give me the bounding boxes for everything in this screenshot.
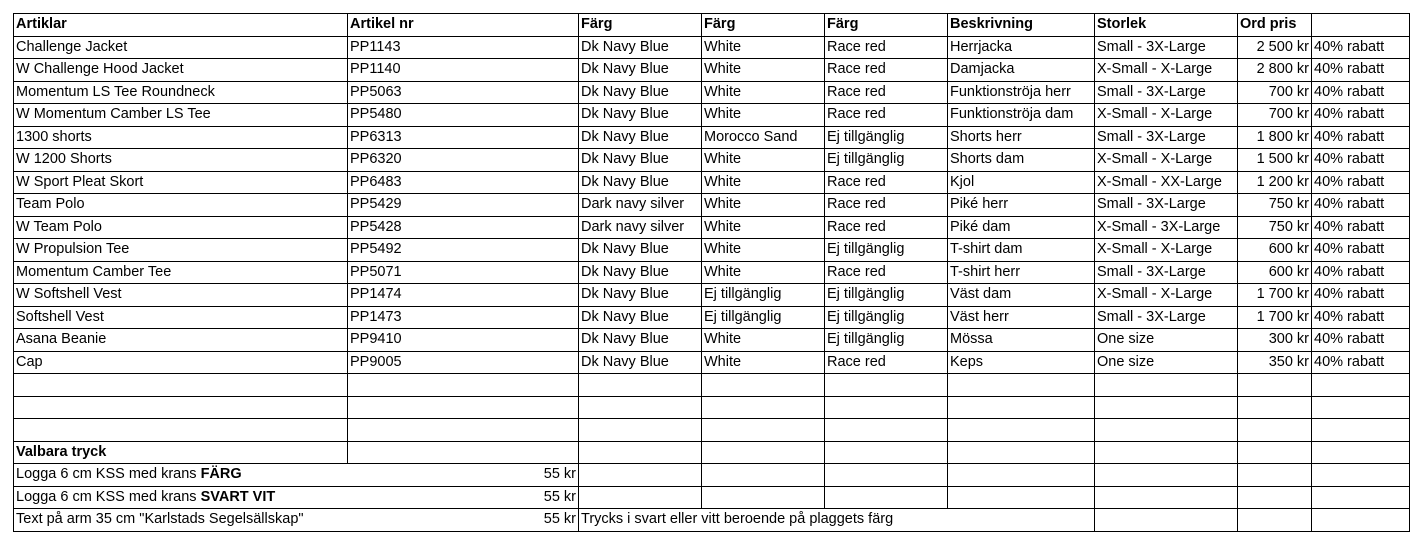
empty-cell[interactable] bbox=[948, 374, 1095, 397]
print-option-price[interactable]: 55 kr bbox=[348, 509, 579, 532]
article-name-cell[interactable]: W Challenge Hood Jacket bbox=[14, 59, 348, 82]
empty-cell[interactable] bbox=[1312, 374, 1410, 397]
print-option-row bbox=[14, 486, 1410, 509]
price-cell[interactable]: 350 kr bbox=[1238, 351, 1312, 374]
description-cell[interactable]: Piké dam bbox=[948, 216, 1095, 239]
empty-cell[interactable] bbox=[1095, 464, 1238, 487]
article-number-cell[interactable]: PP5063 bbox=[348, 81, 579, 104]
color-3-cell[interactable]: Ej tillgänglig bbox=[825, 306, 948, 329]
table-row bbox=[14, 171, 1410, 194]
color-1-cell[interactable]: Dark navy silver bbox=[579, 194, 702, 217]
article-number-cell[interactable]: PP1140 bbox=[348, 59, 579, 82]
empty-cell[interactable] bbox=[579, 419, 702, 442]
size-cell[interactable]: X-Small - X-Large bbox=[1095, 149, 1238, 172]
empty-cell[interactable] bbox=[1238, 509, 1312, 532]
print-option-variant: SVART VIT bbox=[200, 488, 276, 505]
color-2-cell[interactable]: White bbox=[702, 36, 825, 59]
price-cell[interactable]: 1 800 kr bbox=[1238, 126, 1312, 149]
color-1-cell[interactable]: Dk Navy Blue bbox=[579, 351, 702, 374]
empty-cell[interactable] bbox=[825, 396, 948, 419]
empty-cell[interactable] bbox=[825, 374, 948, 397]
print-option-price[interactable]: 55 kr bbox=[348, 464, 579, 487]
color-3-cell[interactable]: Race red bbox=[825, 171, 948, 194]
description-cell[interactable]: T-shirt herr bbox=[948, 261, 1095, 284]
print-option-row bbox=[14, 464, 1410, 487]
article-name-cell[interactable]: Momentum LS Tee Roundneck bbox=[14, 81, 348, 104]
empty-cell[interactable] bbox=[1238, 419, 1312, 442]
size-cell[interactable]: One size bbox=[1095, 329, 1238, 352]
empty-cell[interactable] bbox=[825, 486, 948, 509]
article-number-cell[interactable]: PP9410 bbox=[348, 329, 579, 352]
print-option-variant: FÄRG bbox=[200, 466, 242, 483]
color-2-cell[interactable]: White bbox=[702, 59, 825, 82]
color-2-cell[interactable]: White bbox=[702, 239, 825, 262]
color-3-cell[interactable]: Race red bbox=[825, 81, 948, 104]
article-number-cell[interactable]: PP5429 bbox=[348, 194, 579, 217]
empty-cell[interactable] bbox=[1312, 419, 1410, 442]
color-1-cell[interactable]: Dk Navy Blue bbox=[579, 149, 702, 172]
size-cell[interactable]: X-Small - X-Large bbox=[1095, 104, 1238, 127]
article-name-cell[interactable]: Team Polo bbox=[14, 194, 348, 217]
empty-cell[interactable] bbox=[1312, 396, 1410, 419]
article-name-cell[interactable]: W Softshell Vest bbox=[14, 284, 348, 307]
empty-cell[interactable] bbox=[1095, 374, 1238, 397]
description-cell[interactable]: Piké herr bbox=[948, 194, 1095, 217]
empty-cell[interactable] bbox=[348, 396, 579, 419]
price-cell[interactable]: 700 kr bbox=[1238, 81, 1312, 104]
empty-cell[interactable] bbox=[14, 396, 348, 419]
print-option-label[interactable] bbox=[14, 464, 348, 487]
size-cell[interactable]: X-Small - X-Large bbox=[1095, 239, 1238, 262]
price-cell[interactable]: 750 kr bbox=[1238, 194, 1312, 217]
article-number-cell[interactable]: PP1474 bbox=[348, 284, 579, 307]
print-option-note[interactable]: Trycks i svart eller vitt beroende på plaggets färg bbox=[579, 509, 1095, 532]
print-option-price[interactable]: 55 kr bbox=[348, 486, 579, 509]
color-1-cell[interactable]: Dk Navy Blue bbox=[579, 306, 702, 329]
price-cell[interactable]: 750 kr bbox=[1238, 216, 1312, 239]
description-cell[interactable]: Mössa bbox=[948, 329, 1095, 352]
discount-cell[interactable]: 40% rabatt bbox=[1312, 171, 1410, 194]
article-number-cell[interactable]: PP1473 bbox=[348, 306, 579, 329]
empty-cell[interactable] bbox=[579, 464, 702, 487]
color-3-cell[interactable]: Race red bbox=[825, 36, 948, 59]
description-cell[interactable]: T-shirt dam bbox=[948, 239, 1095, 262]
size-cell[interactable]: X-Small - X-Large bbox=[1095, 284, 1238, 307]
discount-cell[interactable]: 40% rabatt bbox=[1312, 149, 1410, 172]
sheet-body bbox=[14, 36, 1410, 531]
discount-cell[interactable]: 40% rabatt bbox=[1312, 59, 1410, 82]
empty-cell[interactable] bbox=[825, 441, 948, 464]
discount-cell[interactable]: 40% rabatt bbox=[1312, 351, 1410, 374]
description-cell[interactable]: Shorts herr bbox=[948, 126, 1095, 149]
article-name-cell[interactable]: W Sport Pleat Skort bbox=[14, 171, 348, 194]
size-cell[interactable]: Small - 3X-Large bbox=[1095, 194, 1238, 217]
color-1-cell[interactable]: Dk Navy Blue bbox=[579, 329, 702, 352]
empty-cell[interactable] bbox=[948, 419, 1095, 442]
article-name-cell[interactable]: Challenge Jacket bbox=[14, 36, 348, 59]
empty-cell[interactable] bbox=[825, 419, 948, 442]
color-1-cell[interactable]: Dk Navy Blue bbox=[579, 104, 702, 127]
table-row bbox=[14, 104, 1410, 127]
description-cell[interactable]: Herrjacka bbox=[948, 36, 1095, 59]
description-cell[interactable]: Väst dam bbox=[948, 284, 1095, 307]
table-row bbox=[14, 59, 1410, 82]
description-cell[interactable]: Funktionströja herr bbox=[948, 81, 1095, 104]
color-3-cell[interactable]: Ej tillgänglig bbox=[825, 284, 948, 307]
article-number-cell[interactable]: PP5071 bbox=[348, 261, 579, 284]
empty-cell[interactable] bbox=[702, 419, 825, 442]
color-1-cell[interactable]: Dk Navy Blue bbox=[579, 81, 702, 104]
empty-cell[interactable] bbox=[1312, 464, 1410, 487]
header-discount[interactable] bbox=[1312, 14, 1410, 37]
empty-cell[interactable] bbox=[579, 374, 702, 397]
article-name-cell[interactable]: Asana Beanie bbox=[14, 329, 348, 352]
size-cell[interactable]: X-Small - 3X-Large bbox=[1095, 216, 1238, 239]
empty-cell[interactable] bbox=[1095, 486, 1238, 509]
color-2-cell[interactable]: White bbox=[702, 216, 825, 239]
discount-cell[interactable]: 40% rabatt bbox=[1312, 194, 1410, 217]
empty-cell[interactable] bbox=[1095, 396, 1238, 419]
price-cell[interactable]: 600 kr bbox=[1238, 261, 1312, 284]
header-article-number[interactable]: Artikel nr bbox=[348, 14, 579, 37]
print-option-text: Logga 6 cm KSS med krans bbox=[16, 488, 201, 505]
discount-cell[interactable]: 40% rabatt bbox=[1312, 81, 1410, 104]
article-name-cell[interactable]: 1300 shorts bbox=[14, 126, 348, 149]
print-option-text: Text på arm 35 cm "Karlstads Segelsällskap" bbox=[16, 511, 304, 528]
description-cell[interactable]: Kjol bbox=[948, 171, 1095, 194]
empty-cell[interactable] bbox=[825, 464, 948, 487]
description-cell[interactable]: Väst herr bbox=[948, 306, 1095, 329]
price-cell[interactable]: 2 800 kr bbox=[1238, 59, 1312, 82]
empty-cell[interactable] bbox=[1238, 464, 1312, 487]
header-color-2[interactable]: Färg bbox=[702, 14, 825, 37]
empty-cell[interactable] bbox=[348, 419, 579, 442]
price-cell[interactable]: 300 kr bbox=[1238, 329, 1312, 352]
color-1-cell[interactable]: Dk Navy Blue bbox=[579, 239, 702, 262]
article-name-cell[interactable]: Cap bbox=[14, 351, 348, 374]
discount-cell[interactable]: 40% rabatt bbox=[1312, 126, 1410, 149]
table-row bbox=[14, 36, 1410, 59]
print-option-label[interactable] bbox=[14, 509, 348, 532]
color-2-cell[interactable]: White bbox=[702, 171, 825, 194]
color-1-cell[interactable]: Dk Navy Blue bbox=[579, 59, 702, 82]
color-3-cell[interactable]: Ej tillgänglig bbox=[825, 239, 948, 262]
price-cell[interactable]: 1 700 kr bbox=[1238, 284, 1312, 307]
article-name-cell[interactable]: Softshell Vest bbox=[14, 306, 348, 329]
price-cell[interactable]: 700 kr bbox=[1238, 104, 1312, 127]
description-cell[interactable]: Funktionströja dam bbox=[948, 104, 1095, 127]
empty-row bbox=[14, 374, 1410, 397]
color-2-cell[interactable]: White bbox=[702, 261, 825, 284]
color-2-cell[interactable]: White bbox=[702, 329, 825, 352]
article-name-cell[interactable]: Momentum Camber Tee bbox=[14, 261, 348, 284]
header-price[interactable]: Ord pris bbox=[1238, 14, 1312, 37]
header-row bbox=[14, 14, 1410, 37]
article-number-cell[interactable]: PP5492 bbox=[348, 239, 579, 262]
empty-cell[interactable] bbox=[579, 486, 702, 509]
table-row bbox=[14, 149, 1410, 172]
table-row bbox=[14, 261, 1410, 284]
article-name-cell[interactable]: W Propulsion Tee bbox=[14, 239, 348, 262]
empty-row bbox=[14, 419, 1410, 442]
discount-cell[interactable]: 40% rabatt bbox=[1312, 284, 1410, 307]
empty-cell[interactable] bbox=[948, 396, 1095, 419]
size-cell[interactable]: Small - 3X-Large bbox=[1095, 81, 1238, 104]
color-3-cell[interactable]: Race red bbox=[825, 104, 948, 127]
table-row bbox=[14, 216, 1410, 239]
empty-cell[interactable] bbox=[579, 396, 702, 419]
article-number-cell[interactable]: PP9005 bbox=[348, 351, 579, 374]
header-size[interactable]: Storlek bbox=[1095, 14, 1238, 37]
empty-row bbox=[14, 396, 1410, 419]
empty-cell[interactable] bbox=[1312, 486, 1410, 509]
discount-cell[interactable]: 40% rabatt bbox=[1312, 216, 1410, 239]
color-2-cell[interactable]: Morocco Sand bbox=[702, 126, 825, 149]
print-option-row bbox=[14, 509, 1410, 532]
table-row bbox=[14, 81, 1410, 104]
color-3-cell[interactable]: Race red bbox=[825, 351, 948, 374]
table-row bbox=[14, 351, 1410, 374]
empty-cell[interactable] bbox=[14, 419, 348, 442]
description-cell[interactable]: Keps bbox=[948, 351, 1095, 374]
empty-cell[interactable] bbox=[1238, 396, 1312, 419]
discount-cell[interactable]: 40% rabatt bbox=[1312, 36, 1410, 59]
price-cell[interactable]: 1 700 kr bbox=[1238, 306, 1312, 329]
color-3-cell[interactable]: Race red bbox=[825, 194, 948, 217]
table-row bbox=[14, 239, 1410, 262]
color-1-cell[interactable]: Dk Navy Blue bbox=[579, 171, 702, 194]
color-3-cell[interactable]: Ej tillgänglig bbox=[825, 149, 948, 172]
prints-heading[interactable]: Valbara tryck bbox=[14, 441, 348, 464]
article-number-cell[interactable]: PP6483 bbox=[348, 171, 579, 194]
article-number-cell[interactable]: PP6320 bbox=[348, 149, 579, 172]
article-number-cell[interactable]: PP5428 bbox=[348, 216, 579, 239]
color-1-cell[interactable]: Dk Navy Blue bbox=[579, 284, 702, 307]
empty-cell[interactable] bbox=[1095, 441, 1238, 464]
color-2-cell[interactable]: Ej tillgänglig bbox=[702, 306, 825, 329]
empty-cell[interactable] bbox=[1312, 509, 1410, 532]
header-color-3[interactable]: Färg bbox=[825, 14, 948, 37]
size-cell[interactable]: X-Small - XX-Large bbox=[1095, 171, 1238, 194]
size-cell[interactable]: X-Small - X-Large bbox=[1095, 59, 1238, 82]
color-1-cell[interactable]: Dk Navy Blue bbox=[579, 261, 702, 284]
article-name-cell[interactable]: W Momentum Camber LS Tee bbox=[14, 104, 348, 127]
description-cell[interactable]: Shorts dam bbox=[948, 149, 1095, 172]
discount-cell[interactable]: 40% rabatt bbox=[1312, 261, 1410, 284]
empty-cell[interactable] bbox=[1095, 419, 1238, 442]
color-3-cell[interactable]: Race red bbox=[825, 59, 948, 82]
size-cell[interactable]: Small - 3X-Large bbox=[1095, 306, 1238, 329]
header-description[interactable]: Beskrivning bbox=[948, 14, 1095, 37]
article-name-cell[interactable]: W 1200 Shorts bbox=[14, 149, 348, 172]
price-cell[interactable]: 600 kr bbox=[1238, 239, 1312, 262]
empty-cell[interactable] bbox=[1238, 374, 1312, 397]
color-2-cell[interactable]: White bbox=[702, 104, 825, 127]
color-2-cell[interactable]: Ej tillgänglig bbox=[702, 284, 825, 307]
color-3-cell[interactable]: Race red bbox=[825, 216, 948, 239]
table-row bbox=[14, 306, 1410, 329]
price-cell[interactable]: 2 500 kr bbox=[1238, 36, 1312, 59]
discount-cell[interactable]: 40% rabatt bbox=[1312, 104, 1410, 127]
color-2-cell[interactable]: White bbox=[702, 149, 825, 172]
size-cell[interactable]: Small - 3X-Large bbox=[1095, 126, 1238, 149]
empty-cell[interactable] bbox=[702, 464, 825, 487]
discount-cell[interactable]: 40% rabatt bbox=[1312, 329, 1410, 352]
description-cell[interactable]: Damjacka bbox=[948, 59, 1095, 82]
print-option-text: Logga 6 cm KSS med krans bbox=[16, 466, 201, 483]
table-row bbox=[14, 194, 1410, 217]
size-cell[interactable]: Small - 3X-Large bbox=[1095, 36, 1238, 59]
empty-cell[interactable] bbox=[702, 374, 825, 397]
empty-cell[interactable] bbox=[348, 374, 579, 397]
header-article-name[interactable]: Artiklar bbox=[14, 14, 348, 37]
color-1-cell[interactable]: Dk Navy Blue bbox=[579, 126, 702, 149]
empty-cell[interactable] bbox=[1312, 441, 1410, 464]
article-number-cell[interactable]: PP6313 bbox=[348, 126, 579, 149]
color-2-cell[interactable]: White bbox=[702, 194, 825, 217]
prints-heading-row bbox=[14, 441, 1410, 464]
empty-cell[interactable] bbox=[948, 486, 1095, 509]
empty-cell[interactable] bbox=[702, 486, 825, 509]
price-cell[interactable]: 1 200 kr bbox=[1238, 171, 1312, 194]
empty-cell[interactable] bbox=[702, 441, 825, 464]
color-3-cell[interactable]: Race red bbox=[825, 261, 948, 284]
price-cell[interactable]: 1 500 kr bbox=[1238, 149, 1312, 172]
price-list-sheet bbox=[13, 13, 1410, 532]
empty-cell[interactable] bbox=[348, 441, 579, 464]
table-row bbox=[14, 329, 1410, 352]
empty-cell[interactable] bbox=[948, 441, 1095, 464]
print-option-label[interactable] bbox=[14, 486, 348, 509]
empty-cell[interactable] bbox=[702, 396, 825, 419]
discount-cell[interactable]: 40% rabatt bbox=[1312, 239, 1410, 262]
size-cell[interactable]: One size bbox=[1095, 351, 1238, 374]
header-color-1[interactable]: Färg bbox=[579, 14, 702, 37]
color-2-cell[interactable]: White bbox=[702, 81, 825, 104]
empty-cell[interactable] bbox=[1238, 441, 1312, 464]
color-1-cell[interactable]: Dk Navy Blue bbox=[579, 36, 702, 59]
size-cell[interactable]: Small - 3X-Large bbox=[1095, 261, 1238, 284]
empty-cell[interactable] bbox=[1095, 509, 1238, 532]
empty-cell[interactable] bbox=[948, 464, 1095, 487]
article-number-cell[interactable]: PP5480 bbox=[348, 104, 579, 127]
color-3-cell[interactable]: Ej tillgänglig bbox=[825, 329, 948, 352]
color-2-cell[interactable]: White bbox=[702, 351, 825, 374]
table-row bbox=[14, 284, 1410, 307]
empty-cell[interactable] bbox=[579, 441, 702, 464]
table-row bbox=[14, 126, 1410, 149]
color-1-cell[interactable]: Dark navy silver bbox=[579, 216, 702, 239]
article-name-cell[interactable]: W Team Polo bbox=[14, 216, 348, 239]
article-number-cell[interactable]: PP1143 bbox=[348, 36, 579, 59]
empty-cell[interactable] bbox=[14, 374, 348, 397]
empty-cell[interactable] bbox=[1238, 486, 1312, 509]
discount-cell[interactable]: 40% rabatt bbox=[1312, 306, 1410, 329]
color-3-cell[interactable]: Ej tillgänglig bbox=[825, 126, 948, 149]
